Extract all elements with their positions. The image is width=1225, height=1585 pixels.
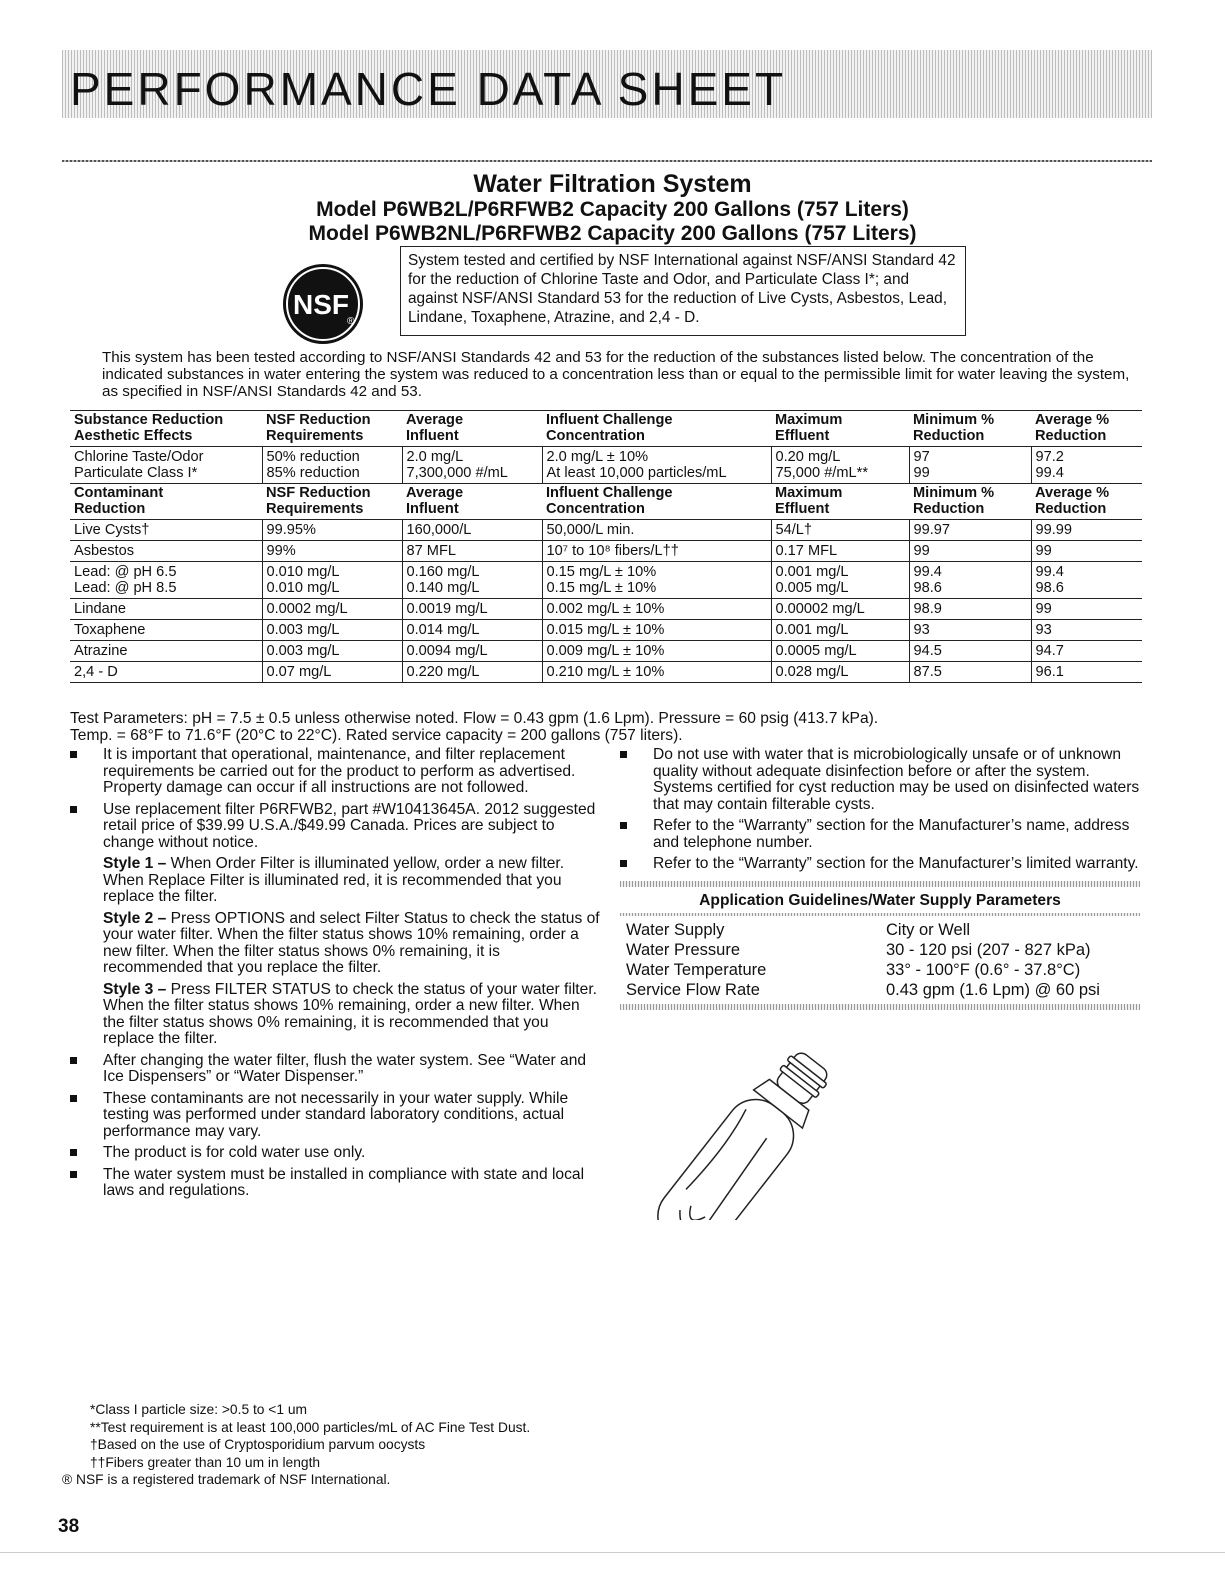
table-cell: 98.9	[909, 599, 1031, 620]
table-cell: 99%	[262, 541, 402, 562]
table-cell: Average % Reduction	[1035, 485, 1110, 517]
water-filter-icon	[620, 1020, 1140, 1220]
table-row	[70, 599, 1142, 620]
table-cell: 0.014 mg/L	[402, 620, 542, 641]
performance-table	[70, 410, 1142, 683]
table-cell: 0.001 mg/L 0.005 mg/L	[771, 562, 909, 599]
table-cell: 0.0005 mg/L	[771, 641, 909, 662]
table-cell: Influent Challenge Concentration	[546, 412, 673, 444]
divider	[620, 881, 1140, 887]
table-cell: Average Influent	[406, 412, 464, 444]
table-header-row	[70, 484, 1142, 520]
test-parameters	[70, 710, 1140, 744]
divider	[620, 1004, 1140, 1010]
table-cell: 0.001 mg/L	[771, 620, 909, 641]
table-cell: 99.4 98.6	[909, 562, 1031, 599]
list-item: These contaminants are not necessarily in your water supply. While testing was performed under standard laboratory conditions, actual performance may vary.	[70, 1091, 600, 1141]
test-params-line1: Test Parameters: pH = 7.5 ± 0.5 unless otherwise noted. Flow = 0.43 gpm (1.6 Lpm). Pressure = 60 psig (413.7 kPa).	[70, 710, 879, 727]
bullet-icon	[620, 822, 627, 829]
table-cell: 0.003 mg/L	[262, 620, 402, 641]
table-cell: 0.0002 mg/L	[262, 599, 402, 620]
system-title: Water Filtration System	[473, 170, 752, 198]
table-cell: Chlorine Taste/Odor Particulate Class I*	[70, 447, 262, 484]
app-row: Water Pressure 30 - 120 psi (207 - 827 kPa)	[626, 941, 1091, 959]
list-item: Refer to the “Warranty” section for the Manufacturer’s name, address and telephone number.	[620, 818, 1140, 851]
table-cell: 0.15 mg/L ± 10% 0.15 mg/L ± 10%	[542, 562, 771, 599]
list-item: The product is for cold water use only.	[70, 1145, 600, 1162]
table-cell: 99	[1031, 541, 1142, 562]
list-item: Use replacement filter P6RFWB2, part #W10413645A. 2012 suggested retail price of $39.99 U.S.A./$49.99 Canada. Prices are subject to change without notice.	[70, 802, 600, 852]
page-number: 38	[58, 1516, 80, 1537]
app-guidelines-title: Application Guidelines/Water Supply Parameters	[699, 891, 1061, 909]
table-row	[70, 541, 1142, 562]
table-cell: 0.010 mg/L 0.010 mg/L	[262, 562, 402, 599]
table-cell: Minimum % Reduction	[913, 412, 995, 444]
table-cell: 0.009 mg/L ± 10%	[542, 641, 771, 662]
left-notes	[70, 747, 600, 1205]
table-cell: 0.0019 mg/L	[402, 599, 542, 620]
bullet-icon	[70, 1171, 77, 1178]
footnote: *Class I particle size: >0.5 to <1 um	[90, 1402, 308, 1417]
table-cell: 0.17 MFL	[771, 541, 909, 562]
table-cell: 2,4 - D	[70, 662, 262, 683]
model-line-2: Model P6WB2NL/P6RFWB2 Capacity 200 Gallons (757 Liters)	[308, 222, 917, 245]
table-cell: Lindane	[70, 599, 262, 620]
table-cell: 99	[909, 541, 1031, 562]
list-item: The water system must be installed in compliance with state and local laws and regulations.	[70, 1167, 600, 1200]
table-cell: 99.97	[909, 520, 1031, 541]
divider	[620, 913, 1140, 916]
table-cell: 0.00002 mg/L	[771, 599, 909, 620]
bullet-icon	[70, 1095, 77, 1102]
table-cell: 50,000/L min.	[542, 520, 771, 541]
footnote: ® NSF is a registered trademark of NSF International.	[62, 1472, 391, 1487]
table-cell: 94.5	[909, 641, 1031, 662]
right-notes	[620, 747, 1140, 1225]
table-row	[70, 641, 1142, 662]
table-cell: Average Influent	[406, 485, 464, 517]
list-item: Do not use with water that is microbiologically unsafe or of unknown quality without adequate disinfection before or after the system. Systems certified for cyst reduction may be used on disinfected waters that may contain filterable cysts.	[620, 747, 1140, 813]
footnote: **Test requirement is at least 100,000 particles/mL of AC Fine Test Dust.	[90, 1419, 531, 1435]
table-cell: 97 99	[909, 447, 1031, 484]
table-cell: 0.160 mg/L 0.140 mg/L	[402, 562, 542, 599]
table-cell: 2.0 mg/L ± 10% At least 10,000 particles/mL	[542, 447, 771, 484]
list-item: After changing the water filter, flush the water system. See “Water and Ice Dispensers” or “Water Dispenser.”	[70, 1053, 600, 1086]
table-cell: 160,000/L	[402, 520, 542, 541]
page-title: PERFORMANCE DATA SHEET	[70, 63, 787, 115]
style-3-note: Style 3 – Press FILTER STATUS to check the status of your water filter. When the filter status shows 10% remaining, order a new filter. When the filter status shows 0% remaining, it is recommended that you replace the filter.	[103, 980, 597, 1047]
divider	[62, 160, 1152, 162]
table-cell: Live Cysts†	[70, 520, 262, 541]
table-cell: 0.210 mg/L ± 10%	[542, 662, 771, 683]
bullet-icon	[620, 751, 627, 758]
bullet-icon	[70, 1149, 77, 1156]
table-cell: Substance Reduction Aesthetic Effects	[74, 412, 224, 444]
table-cell: 2.0 mg/L 7,300,000 #/mL	[402, 447, 542, 484]
table-row	[70, 520, 1142, 541]
table-cell: 87 MFL	[402, 541, 542, 562]
table-cell: Atrazine	[70, 641, 262, 662]
app-row: Water Supply City or Well	[626, 921, 971, 939]
table-cell: 87.5	[909, 662, 1031, 683]
table-cell: 93	[909, 620, 1031, 641]
table-cell: 99.95%	[262, 520, 402, 541]
table-cell: 99.99	[1031, 520, 1142, 541]
bullet-icon	[70, 751, 77, 758]
footnote: †Based on the use of Cryptosporidium parvum oocysts	[90, 1437, 426, 1452]
certification-box: System tested and certified by NSF International against NSF/ANSI Standard 42 for the reduction of Chlorine Taste and Odor, and Particulate Class I*; and against NSF/ANSI Standard 53 for the reduction of Live Cysts, Asbestos, Lead, Lindane, Toxaphene, Atrazine, and 2,4 - D.	[400, 246, 966, 336]
table-cell: 0.20 mg/L 75,000 #/mL**	[771, 447, 909, 484]
bullet-icon	[620, 860, 627, 867]
table-cell: 0.220 mg/L	[402, 662, 542, 683]
nsf-logo-text: NSF	[293, 289, 349, 320]
table-cell: 93	[1031, 620, 1142, 641]
table-cell: 0.0094 mg/L	[402, 641, 542, 662]
table-cell: 96.1	[1031, 662, 1142, 683]
title-block	[0, 170, 1225, 246]
table-cell: Maximum Effluent	[775, 485, 843, 517]
table-cell: Asbestos	[70, 541, 262, 562]
table-cell: 0.07 mg/L	[262, 662, 402, 683]
table-cell: Maximum Effluent	[775, 412, 843, 444]
table-cell: Average % Reduction	[1035, 412, 1110, 444]
table-cell: 0.028 mg/L	[771, 662, 909, 683]
table-row	[70, 447, 1142, 484]
list-item: It is important that operational, maintenance, and filter replacement requirements be carried out for the product to perform as advertised. Property damage can occur if all instructions are not followed.	[70, 747, 600, 797]
table-cell: 94.7	[1031, 641, 1142, 662]
app-row: Service Flow Rate 0.43 gpm (1.6 Lpm) @ 60 psi	[626, 981, 1100, 999]
test-params-line2: Temp. = 68°F to 71.6°F (20°C to 22°C). Rated service capacity = 200 gallons (757 liters).	[70, 727, 683, 744]
footnote: ††Fibers greater than 10 um in length	[90, 1454, 321, 1470]
nsf-logo-reg: ®	[347, 316, 355, 327]
table-cell: 50% reduction 85% reduction	[262, 447, 402, 484]
style-1-note: Style 1 – When Order Filter is illuminated yellow, order a new filter. When Replace Filter is illuminated red, it is recommended that you replace the filter.	[103, 855, 565, 905]
divider	[0, 1552, 1225, 1553]
table-cell: Influent Challenge Concentration	[546, 485, 673, 517]
table-cell: 0.015 mg/L ± 10%	[542, 620, 771, 641]
app-row: Water Temperature 33° - 100°F (0.6° - 37.8°C)	[626, 961, 1081, 979]
style-2-note: Style 2 – Press OPTIONS and select Filter Status to check the status of your water filter. When the filter status shows 10% remaining, order a new filter. When the filter status shows 0% remaining, it is recommended that you replace the filter.	[103, 909, 600, 976]
table-cell: 0.002 mg/L ± 10%	[542, 599, 771, 620]
nsf-logo-icon	[281, 262, 365, 346]
table-cell: 10⁷ to 10⁸ fibers/L††	[542, 541, 771, 562]
footnotes	[62, 1401, 762, 1489]
table-row	[70, 662, 1142, 683]
table-row	[70, 562, 1142, 599]
table-cell: Contaminant Reduction	[74, 485, 164, 517]
table-cell: 0.003 mg/L	[262, 641, 402, 662]
table-header-row	[70, 411, 1142, 447]
table-cell: NSF Reduction Requirements	[266, 485, 371, 517]
table-row	[70, 620, 1142, 641]
table-cell: 97.2 99.4	[1031, 447, 1142, 484]
table-cell: 54/L†	[771, 520, 909, 541]
table-cell: Toxaphene	[70, 620, 262, 641]
bullet-icon	[70, 1057, 77, 1064]
bullet-icon	[70, 806, 77, 813]
table-cell: Lead: @ pH 6.5 Lead: @ pH 8.5	[70, 562, 262, 599]
table-cell: 99.4 98.6	[1031, 562, 1142, 599]
table-cell: NSF Reduction Requirements	[266, 412, 371, 444]
model-line-1: Model P6WB2L/P6RFWB2 Capacity 200 Gallons (757 Liters)	[316, 198, 909, 221]
table-cell: 99	[1031, 599, 1142, 620]
intro-paragraph: This system has been tested according to NSF/ANSI Standards 42 and 53 for the reduction of the substances listed below. The concentration of the indicated substances in water entering the system was reduced to a concentration less than or equal to the permissible limit for water leaving the system, as specified in NSF/ANSI Standards 42 and 53.	[102, 349, 1130, 400]
table-cell: Minimum % Reduction	[913, 485, 995, 517]
list-item: Refer to the “Warranty” section for the Manufacturer’s limited warranty.	[620, 856, 1140, 873]
